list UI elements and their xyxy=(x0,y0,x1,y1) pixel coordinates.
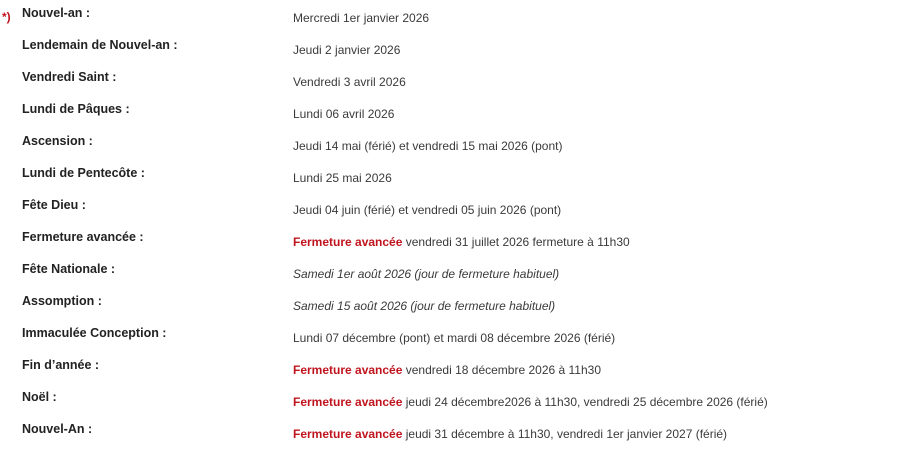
date-text: jeudi 31 décembre à 11h30, vendredi 1er janvier 2027 (férié) xyxy=(402,427,728,441)
date-text: vendredi 31 juillet 2026 fermeture à 11h30 xyxy=(402,235,630,249)
holiday-name: Lundi de Pâques : xyxy=(22,102,130,116)
holiday-row xyxy=(0,166,900,198)
date-text: Jeudi 14 mai (férié) et vendredi 15 mai 2026 (pont) xyxy=(293,139,563,153)
date-text: Lundi 06 avril 2026 xyxy=(293,107,395,121)
holiday-row xyxy=(0,134,900,166)
date-text: Lundi 07 décembre (pont) et mardi 08 décembre 2026 (férié) xyxy=(293,331,616,345)
closure-highlight: Fermeture avancée xyxy=(293,395,403,409)
date-text: Jeudi 2 janvier 2026 xyxy=(293,43,401,57)
holiday-date xyxy=(293,139,562,153)
holiday-date xyxy=(293,107,394,121)
holiday-table xyxy=(0,6,900,454)
holiday-row xyxy=(0,262,900,294)
date-text: Samedi 15 août 2026 (jour de fermeture habituel) xyxy=(293,299,556,313)
holiday-name: Noël : xyxy=(22,390,57,404)
date-text: Lundi 25 mai 2026 xyxy=(293,171,392,185)
holiday-row xyxy=(0,38,900,70)
holiday-row xyxy=(0,390,900,422)
closure-highlight: Fermeture avancée xyxy=(293,427,403,441)
holiday-date xyxy=(293,363,601,377)
holiday-date xyxy=(293,331,615,345)
holiday-date xyxy=(293,11,429,25)
holiday-name: Fête Nationale : xyxy=(22,262,116,276)
footnote-marker: *) xyxy=(2,10,11,24)
holiday-date xyxy=(293,171,392,185)
date-text: Mercredi 1er janvier 2026 xyxy=(293,11,430,25)
holiday-name: Fête Dieu : xyxy=(22,198,86,212)
holiday-row xyxy=(0,326,900,358)
holiday-row xyxy=(0,102,900,134)
holiday-name: Assomption : xyxy=(22,294,102,308)
date-text: Samedi 1er août 2026 (jour de fermeture habituel) xyxy=(293,267,560,281)
holiday-name: Fin d’année : xyxy=(22,358,100,372)
holiday-row xyxy=(0,230,900,262)
holiday-name: Vendredi Saint : xyxy=(22,70,117,84)
holiday-row xyxy=(0,422,900,454)
date-text: jeudi 24 décembre2026 à 11h30, vendredi 25 décembre 2026 (férié) xyxy=(402,395,768,409)
holiday-date xyxy=(293,299,555,313)
holiday-name: Nouvel-An : xyxy=(22,422,93,436)
holiday-name: Ascension : xyxy=(22,134,93,148)
holiday-row xyxy=(0,294,900,326)
closure-highlight: Fermeture avancée xyxy=(293,235,403,249)
date-text: Vendredi 3 avril 2026 xyxy=(293,75,406,89)
holiday-name: Immaculée Conception : xyxy=(22,326,167,340)
holiday-row xyxy=(0,198,900,230)
holiday-row xyxy=(0,6,900,38)
holiday-date xyxy=(293,235,630,249)
holiday-date xyxy=(293,75,406,89)
holiday-row xyxy=(0,358,900,390)
closure-highlight: Fermeture avancée xyxy=(293,363,403,377)
holiday-row xyxy=(0,70,900,102)
holiday-date xyxy=(293,203,561,217)
date-text: Jeudi 04 juin (férié) et vendredi 05 juin 2026 (pont) xyxy=(293,203,562,217)
holiday-date xyxy=(293,43,400,57)
holiday-name: Lundi de Pentecôte : xyxy=(22,166,145,180)
holiday-name: Lendemain de Nouvel-an : xyxy=(22,38,178,52)
holiday-date xyxy=(293,395,768,409)
holiday-name: Nouvel-an : xyxy=(22,6,91,20)
holiday-name: Fermeture avancée : xyxy=(22,230,144,244)
holiday-date xyxy=(293,427,727,441)
date-text: vendredi 18 décembre 2026 à 11h30 xyxy=(402,363,601,377)
holiday-date xyxy=(293,267,559,281)
